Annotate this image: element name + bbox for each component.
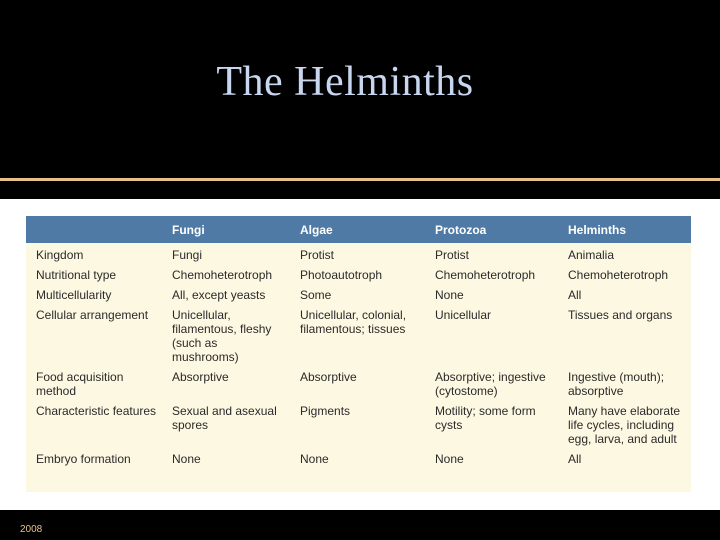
table-cell: Animalia bbox=[568, 248, 615, 262]
row-label: Embryo formation bbox=[36, 452, 131, 466]
table-cell: Protist bbox=[300, 248, 335, 262]
row-label: Multicellularity bbox=[36, 288, 112, 302]
table-cell: Pigments bbox=[300, 404, 351, 418]
table-cell: Many have elaborate life cycles, including egg, larva, and adult bbox=[568, 404, 681, 446]
table-cell: Fungi bbox=[172, 248, 203, 262]
table-cell: Some bbox=[300, 288, 332, 302]
comparison-table bbox=[26, 216, 691, 469]
table-cell: Tissues and organs bbox=[568, 308, 673, 322]
row-label: Characteristic features bbox=[36, 404, 157, 418]
table-cell: Chemoheterotroph bbox=[568, 268, 669, 282]
table-cell: Ingestive (mouth); absorptive bbox=[568, 370, 665, 398]
header-cell-helminths: Helminths bbox=[558, 216, 691, 243]
table-cell: Chemoheterotroph bbox=[172, 268, 273, 282]
table-cell: All, except yeasts bbox=[172, 288, 266, 302]
table-header-row bbox=[26, 216, 691, 243]
table-cell: Photoautotroph bbox=[300, 268, 383, 282]
table-cell: Unicellular, filamentous, fleshy (such as mushrooms) bbox=[172, 308, 272, 364]
table-cell: None bbox=[435, 452, 464, 466]
header-cell-fungi: Fungi bbox=[162, 216, 290, 243]
title-divider bbox=[0, 178, 720, 181]
header-cell-algae: Algae bbox=[290, 216, 425, 243]
table-row bbox=[26, 367, 691, 401]
table-cell: Absorptive bbox=[172, 370, 229, 384]
table-cell: All bbox=[568, 288, 582, 302]
table-row bbox=[26, 285, 691, 305]
table-cell: Absorptive; ingestive (cytostome) bbox=[435, 370, 546, 398]
table-row bbox=[26, 265, 691, 285]
header-cell-protozoa: Protozoa bbox=[425, 216, 558, 243]
row-label: Cellular arrangement bbox=[36, 308, 149, 322]
slide-title: The Helminths bbox=[216, 59, 474, 105]
row-label: Kingdom bbox=[36, 248, 84, 262]
table-cell: None bbox=[300, 452, 329, 466]
table-cell: Unicellular bbox=[435, 308, 492, 322]
table-cell: Motility; some form cysts bbox=[435, 404, 536, 432]
table-cell: Protist bbox=[435, 248, 470, 262]
row-label: Nutritional type bbox=[36, 268, 117, 282]
table-row bbox=[26, 305, 691, 367]
table-cell: Sexual and asexual spores bbox=[172, 404, 277, 432]
footer-year: 2008 bbox=[20, 524, 43, 535]
table-cell: All bbox=[568, 452, 582, 466]
table-row bbox=[26, 401, 691, 449]
table-row bbox=[26, 243, 691, 265]
table-cell: Absorptive bbox=[300, 370, 357, 384]
table-cell: None bbox=[172, 452, 201, 466]
table-row bbox=[26, 449, 691, 469]
table-cell: Chemoheterotroph bbox=[435, 268, 536, 282]
table-cell: None bbox=[435, 288, 464, 302]
comparison-table-container bbox=[26, 216, 691, 492]
row-label: Food acquisition method bbox=[36, 370, 124, 398]
header-cell-blank bbox=[26, 216, 162, 243]
table-cell: Unicellular, colonial, filamentous; tissues bbox=[300, 308, 407, 336]
